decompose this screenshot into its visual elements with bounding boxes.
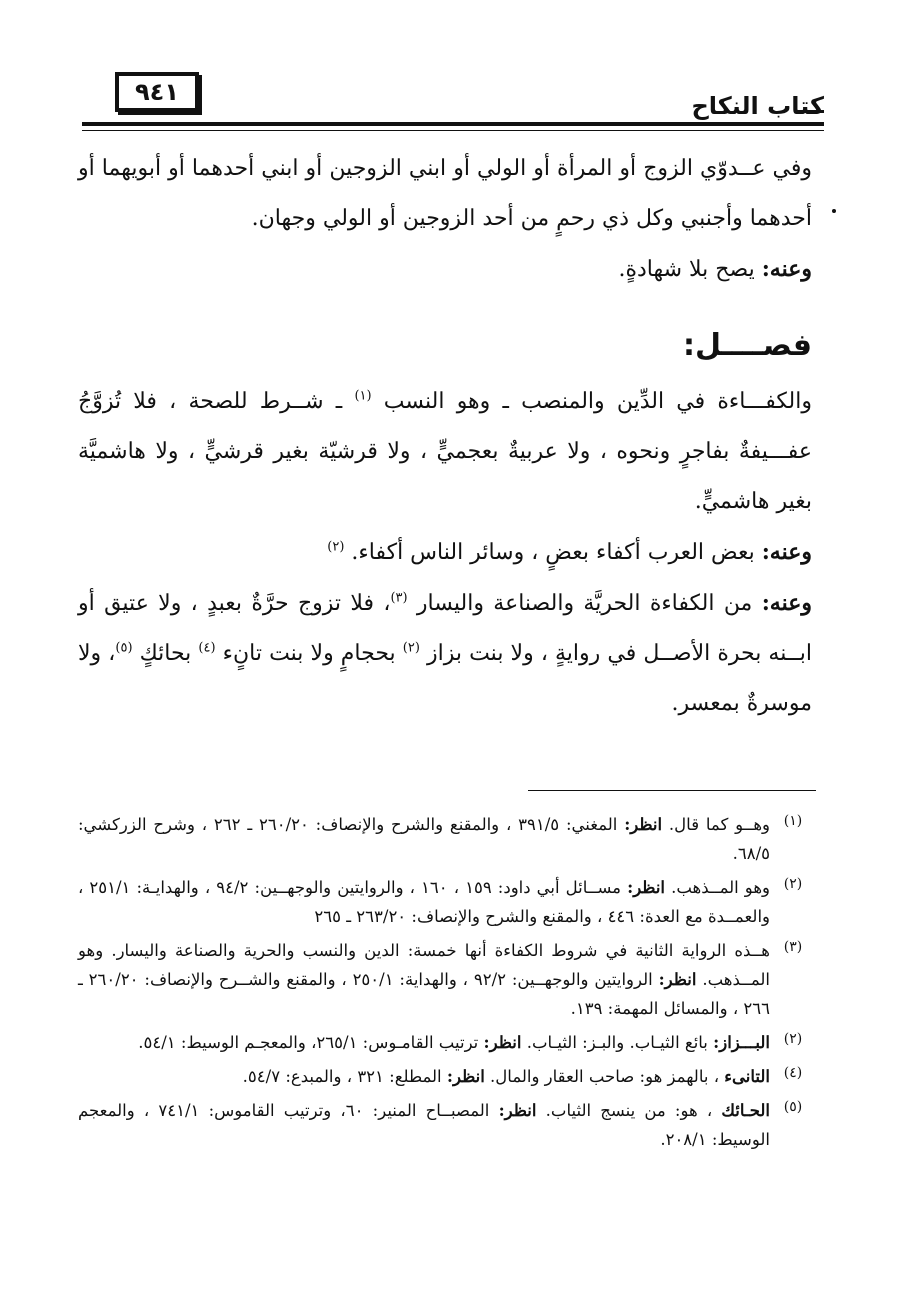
footnote-number: (٢) [783,876,803,892]
paragraph-text: والكفـــاءة في الدِّين والمنصب ـ وهو النسب [371,389,812,414]
paragraph-text: بحجامٍ ولا بنت تانٍء [215,641,403,666]
footnote-segment: المطلع: ٣٢١ ، والمبدع: ٥٤/٧. [242,1067,447,1086]
footnote [78,1062,816,1091]
main-text [78,144,812,729]
footnote-segment: ترتيب القامـوس: ٢٦٥/١، والمعجـم الوسيط: ٥٤/١. [138,1033,484,1052]
footnote-term: البـــزاز: [713,1033,770,1052]
footnote-segment: هــذه الرواية الثانية في شروط الكفاءة أنها خمسة: الدين والنسب والحرية والصناعة واليسار. وهو المــذهب. [78,941,770,989]
footnote-term: التانىء [724,1067,770,1086]
footnote-text [78,936,770,1023]
footnote-number: (٢) [783,1031,803,1047]
footnote [78,936,816,1023]
footnote [78,873,816,931]
footnote-term: انظر: [483,1033,522,1052]
header-rule-thick [82,122,824,126]
paragraph-kafaah [78,377,812,527]
footnotes [78,810,816,1159]
page-number: ٩٤١ [115,72,199,112]
footnote-ref: (٢) [327,539,345,555]
paragraph-text: بحائكٍ [132,641,199,666]
footnote-text [78,1096,770,1154]
paragraph-no-witness [78,244,812,295]
footnote-number: (٣) [783,939,803,955]
header-rule-thin [82,130,824,131]
footnote-text [78,810,770,868]
footnote-text [78,1028,770,1057]
footnote-segment: وهو المــذهب. [665,878,771,897]
footnote-text [78,1062,770,1091]
footnote-segment: مســائل أبي داود: ١٥٩ ، ١٦٠ ، والروايتين والوجهــين: ٩٤/٢ ، والهدايـة: ٢٥١/١ ، والعمــدة مع العدة: ٤٤٦ ، والمقنع والشرح والإنصاف: ٢٦٣/٢٠ ـ ٢٦٥ [78,878,770,926]
footnote-term: الحـائك [721,1101,771,1120]
paragraph-text: ـ شــرط للصحة ، فلا تُزوَّجُ عفـــيفةٌ بفاجرٍ ونحوه ، ولا عربيةٌ بعجميٍّ ، ولا قرشيّة بغير قرشيٍّ ، ولا هاشميَّة بغير هاشميٍّ. [78,389,812,514]
footnote-number: (١) [783,813,803,829]
footnote-segment: المصبــاح المنير: ٦٠، وترتيب القاموس: ٧٤١/١ ، والمعجم الوسيط: ٢٠٨/١. [78,1101,770,1149]
footnote-number: (٥) [783,1099,803,1115]
footnote-ref: (٤) [198,640,216,656]
footnote [78,1096,816,1154]
paragraph-text: يصح بلا شهادةٍ. [618,257,762,282]
footnote-segment: ، هو: من ينسج الثياب. [536,1101,722,1120]
footnote-text [78,873,770,931]
footnote-segment: وهــو كما قال. [662,815,770,834]
running-title: كتاب النكاح [691,92,824,120]
footnote-segment: ، بالهمز هو: صاحب العقار والمال. [484,1067,725,1086]
footnote [78,810,816,868]
footnote-term: انظر: [658,970,697,989]
footnote-term: انظر: [624,815,663,834]
footnote-ref: (٥) [115,640,133,656]
paragraph-arabs [78,527,812,578]
section-heading: فصــــل: [683,328,812,363]
paragraph-lead: وعنه: [761,256,812,282]
title-dash [796,110,824,113]
footnote-separator [528,790,816,791]
footnote-term: انظر: [446,1067,485,1086]
footnote-segment: المغني: ٣٩١/٥ ، والمقنع والشرح والإنصاف: ٢٦٠/٢٠ ـ ٢٦٢ ، وشرح الزركشي: ٦٨/٥. [78,815,770,863]
footnote-number: (٤) [783,1065,803,1081]
paragraph-freedom [78,578,812,729]
footnote-ref: (١) [354,388,372,404]
footnote-ref: (٣) [390,590,408,606]
paragraph-lead: وعنه: [761,539,812,565]
footnote-segment: بائع الثيـاب. والبـز: الثيـاب. [521,1033,714,1052]
footnote [78,1028,816,1057]
footnote-ref: (٢) [402,640,420,656]
margin-dot [832,209,836,213]
paragraph-lead: وعنه: [761,590,812,616]
footnote-segment: الروايتين والوجهــين: ٩٢/٢ ، والهداية: ٢٥٠/١ ، والمقنع والشــرح والإنصاف: ٢٦٠/٢٠ ـ ٢٦٦ ، والمسائل المهمة: ١٣٩. [78,970,770,1018]
paragraph-text: بعض العرب أكفاء بعضٍ ، وسائر الناس أكفاء. [344,540,762,565]
paragraph-text: من الكفاءة الحريَّة والصناعة واليسار [407,591,762,616]
paragraph-text: ، ولا موسرةٌ بمعسر. [78,641,812,716]
footnote-term: انظر: [498,1101,537,1120]
paragraph-text: ، فلا تزوج حرَّةٌ بعبدٍ ، ولا عتيق أو ابــنه بحرة الأصــل في روايةٍ ، ولا بنت بزاز [78,591,812,666]
footnote-term: انظر: [627,878,666,897]
paragraph-witnesses: وفي عــدوّي الزوج أو المرأة أو الولي أو ابني الزوجين أو ابني أحدهما أو أبويهما أو أحدهما وأجنبي وكل ذي رحمٍ من أحد الزوجين أو الولي وجهان. [78,156,812,231]
